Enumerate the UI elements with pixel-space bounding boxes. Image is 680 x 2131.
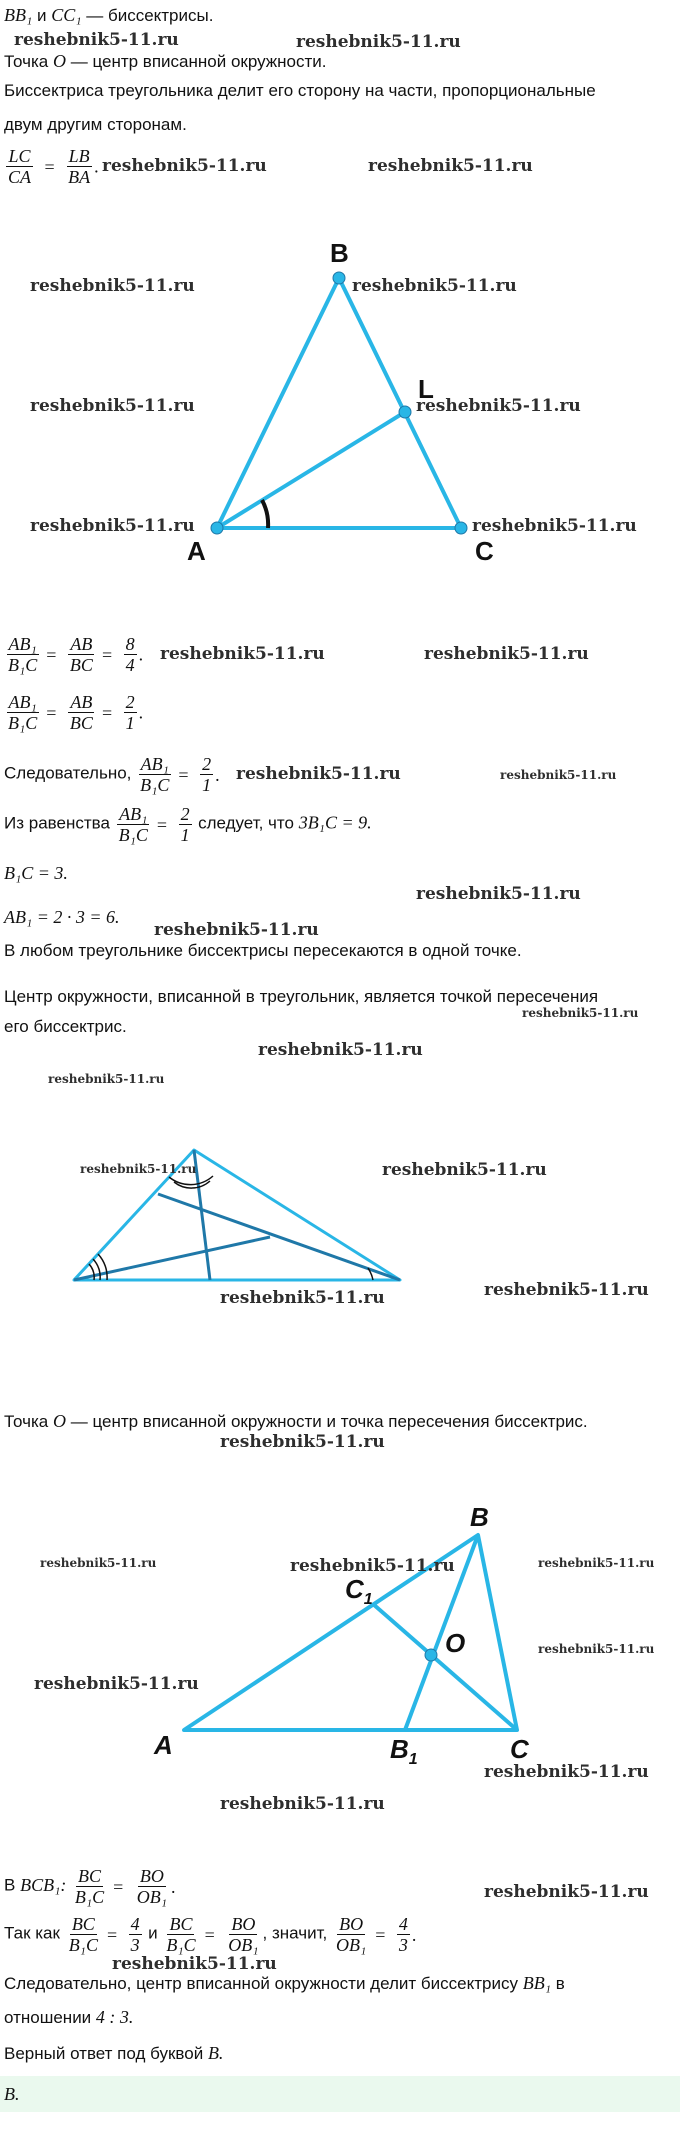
watermark: reshebnik5-11.ru bbox=[538, 1642, 655, 1656]
label-c1: $C_1$ bbox=[345, 1574, 373, 1608]
watermark: reshebnik5-11.ru bbox=[48, 1072, 165, 1086]
math-bb1: BB₁ bbox=[4, 5, 33, 25]
label-b: B bbox=[470, 1502, 489, 1532]
label-l: L bbox=[418, 374, 434, 404]
math-cc1: CC₁ bbox=[51, 5, 82, 25]
point-o-line: Точка O — центр вписанной окружности и точка пересечения биссектрис. bbox=[4, 1411, 588, 1431]
label-b1: $B_1$ bbox=[390, 1734, 418, 1768]
intro-line-4: двум другим сторонам. bbox=[4, 115, 187, 134]
answer-box bbox=[0, 2076, 680, 2112]
watermark: reshebnik5-11.ru bbox=[34, 1674, 199, 1694]
label-a: A bbox=[154, 1730, 173, 1760]
watermark: reshebnik5-11.ru bbox=[102, 156, 267, 176]
watermark: reshebnik5-11.ru bbox=[416, 396, 581, 416]
watermark: reshebnik5-11.ru bbox=[30, 516, 195, 536]
watermark: reshebnik5-11.ru bbox=[382, 1160, 547, 1180]
calc-row-2: $\frac{\text{AB₁}}{\text{B₁C}}$ = $\frac{AB}{BC}$ = $\frac{2}{1}$ . bbox=[8, 692, 144, 733]
calc-row-6: AB₁ = 2 · 3 = 6. bbox=[4, 907, 120, 927]
label-c: C bbox=[475, 536, 494, 566]
watermark: reshebnik5-11.ru bbox=[290, 1556, 455, 1576]
watermark: reshebnik5-11.ru bbox=[538, 1556, 655, 1570]
watermark: reshebnik5-11.ru bbox=[484, 1280, 649, 1300]
calc-row-1: $\frac{\text{AB₁}}{\text{B₁C}}$ = $\frac{AB}{BC}$ = $\frac{8}{4}$ . bbox=[8, 634, 144, 675]
watermark: reshebnik5-11.ru bbox=[424, 644, 589, 664]
watermark: reshebnik5-11.ru bbox=[220, 1288, 385, 1308]
watermark: reshebnik5-11.ru bbox=[220, 1432, 385, 1452]
label-c: C bbox=[510, 1734, 529, 1764]
final-row-4: отношении 4 : 3. bbox=[4, 2007, 134, 2027]
watermark: reshebnik5-11.ru bbox=[368, 156, 533, 176]
watermark: reshebnik5-11.ru bbox=[30, 276, 195, 296]
intro-line-1: BB₁ и CC₁ — биссектрисы. bbox=[4, 5, 214, 25]
watermark: reshebnik5-11.ru bbox=[80, 1162, 197, 1176]
watermark: reshebnik5-11.ru bbox=[40, 1556, 157, 1570]
final-row-5: Верный ответ под буквой B. bbox=[4, 2043, 224, 2063]
watermark: reshebnik5-11.ru bbox=[522, 1006, 639, 1020]
watermark: reshebnik5-11.ru bbox=[416, 884, 581, 904]
calc-row-3: Следовательно, $\frac{\text{AB₁}}{\text{B₁C}}$ = $\frac{2}{1}$ . bbox=[4, 754, 220, 795]
watermark: reshebnik5-11.ru bbox=[112, 1954, 277, 1974]
watermark: reshebnik5-11.ru bbox=[484, 1762, 649, 1782]
label-b: B bbox=[330, 238, 349, 268]
watermark: reshebnik5-11.ru bbox=[472, 516, 637, 536]
watermark: reshebnik5-11.ru bbox=[220, 1794, 385, 1814]
theory-line-2: Центр окружности, вписанной в треугольник, является точкой пересечения bbox=[4, 987, 599, 1006]
theory-line-1: В любом треугольнике биссектрисы пересекаются в одной точке. bbox=[4, 941, 522, 960]
final-row-2: Так как $\frac{BC}{\text{B₁C}}$ = $\frac{4}{3}$ и $\frac{BC}{\text{B₁C}}$ = $\frac{BO}{\text{OB₁}}$ , значит, $\frac{BO}{\text{OB₁}}$ = $\frac{4}{3}$ . bbox=[4, 1914, 417, 1955]
watermark: reshebnik5-11.ru bbox=[154, 920, 319, 940]
calc-row-5: B₁C = 3. bbox=[4, 863, 68, 883]
watermark: reshebnik5-11.ru bbox=[160, 644, 325, 664]
proportion-formula: $\frac{LC}{CA}$ = $\frac{LB}{BA}$ . bbox=[8, 146, 99, 187]
watermark: reshebnik5-11.ru bbox=[296, 32, 461, 52]
final-row-1: В BCB₁: $\frac{BC}{\text{B₁C}}$ = $\frac{BO}{\text{OB₁}}$ . bbox=[4, 1866, 176, 1907]
watermark: reshebnik5-11.ru bbox=[352, 276, 517, 296]
watermark: reshebnik5-11.ru bbox=[236, 764, 401, 784]
watermark: reshebnik5-11.ru bbox=[258, 1040, 423, 1060]
watermark: reshebnik5-11.ru bbox=[500, 768, 617, 782]
label-o: O bbox=[445, 1628, 466, 1658]
intro-line-3: Биссектриса треугольника делит его сторону на части, пропорциональные bbox=[4, 81, 596, 100]
label-a: A bbox=[187, 536, 206, 566]
watermark: reshebnik5-11.ru bbox=[30, 396, 195, 416]
watermark: reshebnik5-11.ru bbox=[14, 30, 179, 50]
final-row-3: Следовательно, центр вписанной окружности делит биссектрису BB₁ в bbox=[4, 1973, 565, 1993]
intro-line-2: Точка O — центр вписанной окружности. bbox=[4, 51, 327, 71]
answer-value: B. bbox=[4, 2084, 20, 2104]
theory-line-3: его биссектрис. bbox=[4, 1017, 127, 1036]
watermark: reshebnik5-11.ru bbox=[484, 1882, 649, 1902]
calc-row-4: Из равенства $\frac{\text{AB₁}}{\text{B₁C}}$ = $\frac{2}{1}$ следует, что 3B₁C = 9. bbox=[4, 804, 372, 845]
figure-triangle-o bbox=[0, 1502, 680, 1768]
